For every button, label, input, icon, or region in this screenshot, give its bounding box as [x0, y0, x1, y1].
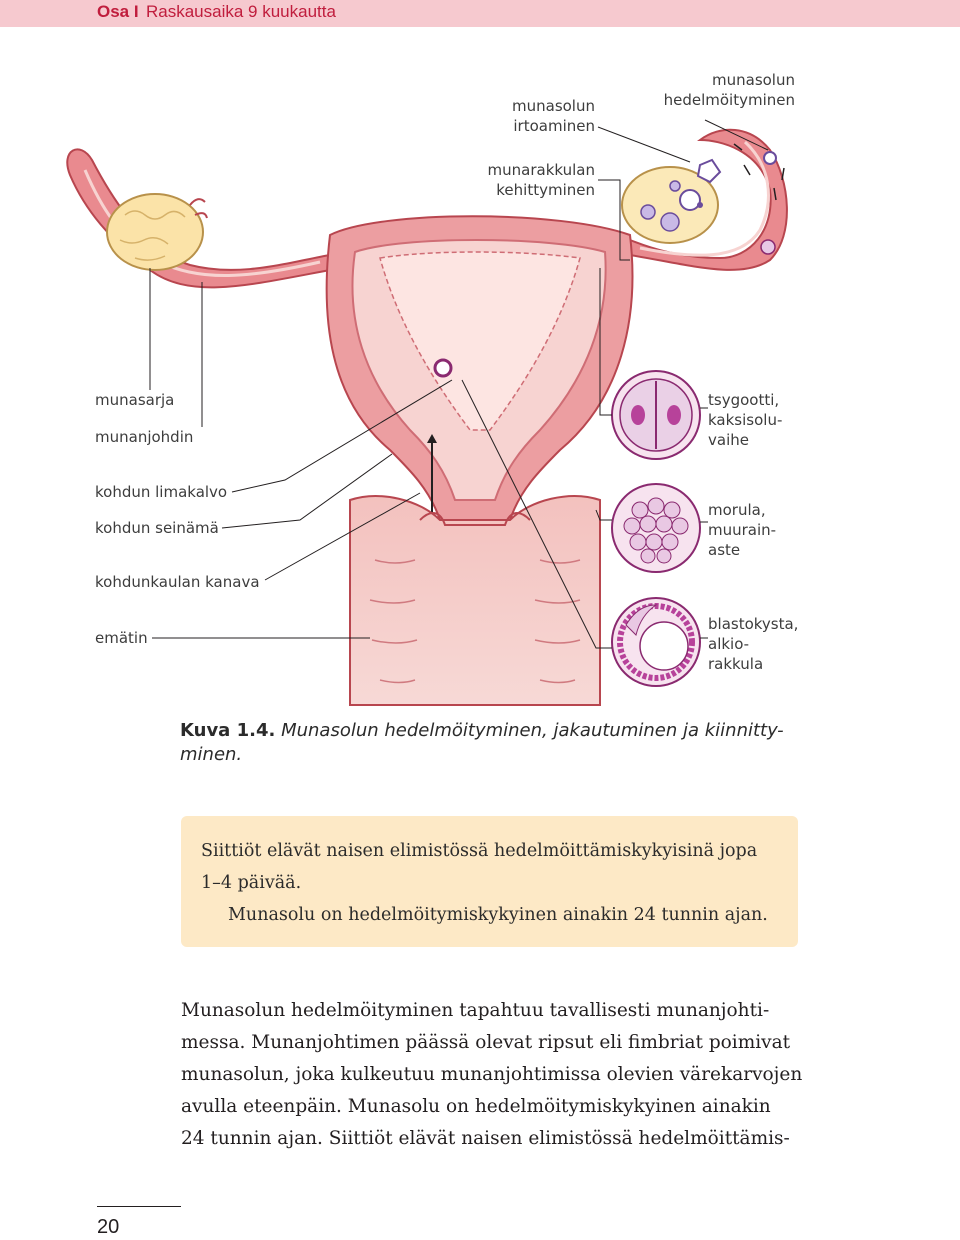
label-tsygootti: tsygootti, kaksisolu- vaihe [708, 391, 783, 449]
label-munarakkulan-kehittyminen: munarakkulan kehittyminen [487, 161, 595, 199]
label-munasarja: munasarja [95, 391, 175, 409]
body-line: Munasolun hedelmöityminen tapahtuu tavallisesti munanjohti- [181, 1000, 770, 1021]
chapter-title: Raskausaika 9 kuukautta [146, 2, 336, 21]
caption-text: Munasolun hedelmöityminen, jakautuminen ja kiinnitty- [281, 720, 784, 741]
info-line-1: Siittiöt elävät naisen elimistössä hedelmöittämiskykyisinä jopa [201, 841, 758, 861]
info-line-2: 1–4 päivää. [201, 873, 302, 893]
figure-caption [180, 719, 800, 767]
caption-number: Kuva 1.4. [180, 720, 276, 741]
label-morula: morula, muurain- aste [708, 501, 777, 559]
label-kohdun-seinama: kohdun seinämä [95, 519, 219, 537]
label-munanjohdin: munanjohdin [95, 428, 194, 446]
label-munasolun-irtoaminen: munasolun irtoaminen [512, 97, 595, 135]
page-number: 20 [97, 1216, 120, 1238]
label-kohdun-limakalvo: kohdun limakalvo [95, 483, 228, 501]
label-blastokysta: blastokysta, alkio- rakkula [708, 615, 799, 673]
info-line-3: Munasolu on hedelmöitymiskykyinen ainakin 24 tunnin ajan. [228, 905, 768, 925]
label-munasolun-hedelmoityminen: munasolun hedelmöityminen [663, 71, 795, 109]
label-ematin: emätin [95, 629, 148, 647]
body-paragraph [181, 995, 801, 1155]
body-line: messa. Munanjohtimen päässä olevat ripsut eli fimbriat poimivat [181, 1032, 791, 1053]
part-label: Osa I [97, 2, 139, 21]
page-number-rule [97, 1206, 181, 1207]
body-line: avulla eteenpäin. Munasolu on hedelmöitymiskykyinen ainakin [181, 1096, 771, 1117]
vagina [350, 496, 600, 705]
caption-text-continued: minen. [180, 744, 243, 765]
info-box [181, 816, 798, 947]
body-line: munasolun, joka kulkeutuu munanjohtimissa olevien värekarvojen [181, 1064, 803, 1085]
body-line: 24 tunnin ajan. Siittiöt elävät naisen elimistössä hedelmöittämis- [181, 1128, 790, 1149]
label-kohdunkaulan-kanava: kohdunkaulan kanava [95, 573, 260, 591]
leader-irtoaminen [598, 127, 690, 162]
